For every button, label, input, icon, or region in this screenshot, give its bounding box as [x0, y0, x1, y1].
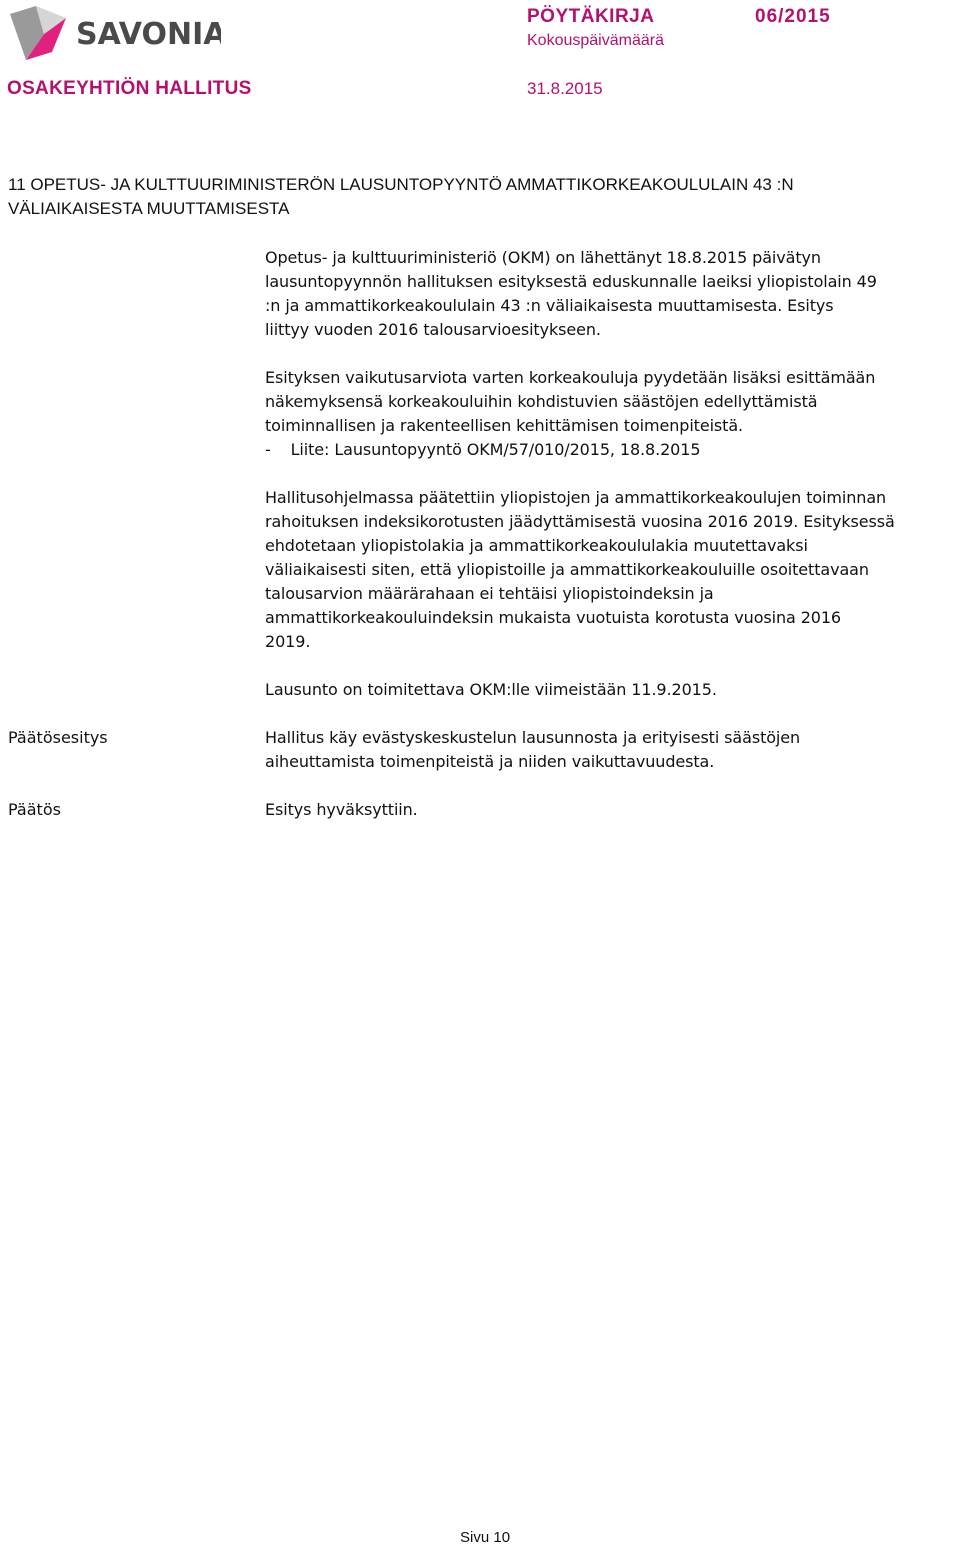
organization-name: OSAKEYHTIÖN HALLITUS [7, 78, 252, 99]
document-type: PÖYTÄKIRJA [527, 6, 655, 27]
paragraph-line: talousarvion määrärahaan ei tehtäisi yliopistoindeksin ja [265, 584, 714, 603]
section-heading [8, 173, 953, 221]
paragraph-impact-assessment [265, 366, 960, 462]
document-number: 06/2015 [755, 6, 831, 27]
paragraph-line: Hallitusohjelmassa päätettiin yliopistojen ja ammattikorkeakoulujen toiminnan [265, 488, 887, 507]
paragraph-line: 2019. [265, 632, 311, 651]
paragraph-line: Esityksen vaikutusarviota varten korkeakouluja pyydetään lisäksi esittämään [265, 368, 876, 387]
section-heading-line-2: VÄLIAIKAISESTA MUUTTAMISESTA [8, 199, 290, 218]
paragraph-line: ammattikorkeakouluindeksin mukaista vuotuista korotusta vuosina 2016 [265, 608, 842, 627]
decision-text: Esitys hyväksyttiin. [265, 800, 418, 819]
savonia-logo [6, 4, 221, 62]
paragraph-request [265, 246, 960, 342]
paragraph-line: liittyy vuoden 2016 talousarvioesitykseen. [265, 320, 601, 339]
paragraph-line: Hallitus käy evästyskeskustelun lausunnosta ja erityisesti säästöjen [265, 728, 801, 747]
paragraph-government-programme [265, 486, 960, 654]
savonia-logo-mark [6, 4, 221, 62]
paragraph-line: aiheuttamista toimenpiteistä ja niiden vaikuttavuudesta. [265, 752, 715, 771]
page-number: Sivu 10 [460, 1529, 511, 1546]
paragraph-line: väliaikaisesti siten, että yliopistoille ja ammattikorkeakouluille osoitettavaan [265, 560, 869, 579]
paragraph-line: rahoituksen indeksikorotusten jäädyttämisestä vuosina 2016 2019. Esityksessä [265, 512, 895, 531]
paragraph-line: lausuntopyynnön hallituksen esityksestä eduskunnalle laeiksi yliopistolain 49 [265, 272, 877, 291]
logo-wordmark: SAVONIA [76, 17, 221, 52]
attachment-link[interactable]: - Liite: Lausuntopyyntö OKM/57/010/2015, 18.8.2015 [265, 440, 701, 459]
proposal-text [265, 726, 960, 774]
paragraph-line: :n ja ammattikorkeakoululain 43 :n väliaikaisesta muuttamisesta. Esitys [265, 296, 834, 315]
decision-label: Päätös [8, 800, 61, 819]
paragraph-deadline: Lausunto on toimitettava OKM:lle viimeistään 11.9.2015. [265, 680, 717, 699]
date-label: Kokouspäivämäärä [527, 32, 664, 49]
meeting-date: 31.8.2015 [527, 79, 603, 98]
proposal-label: Päätösesitys [8, 728, 108, 747]
paragraph-line: näkemyksensä korkeakouluihin kohdistuvien säästöjen edellyttämistä [265, 392, 818, 411]
paragraph-line: Opetus- ja kulttuuriministeriö (OKM) on lähettänyt 18.8.2015 päivätyn [265, 248, 821, 267]
paragraph-line: toiminnallisen ja rakenteellisen kehittämisen toimenpiteistä. [265, 416, 744, 435]
section-heading-line-1: 11 OPETUS- JA KULTTUURIMINISTERÖN LAUSUNTOPYYNTÖ AMMATTIKORKEAKOULULAIN 43 :N [8, 175, 794, 194]
paragraph-line: ehdotetaan yliopistolakia ja ammattikorkeakoululakia muutettavaksi [265, 536, 808, 555]
